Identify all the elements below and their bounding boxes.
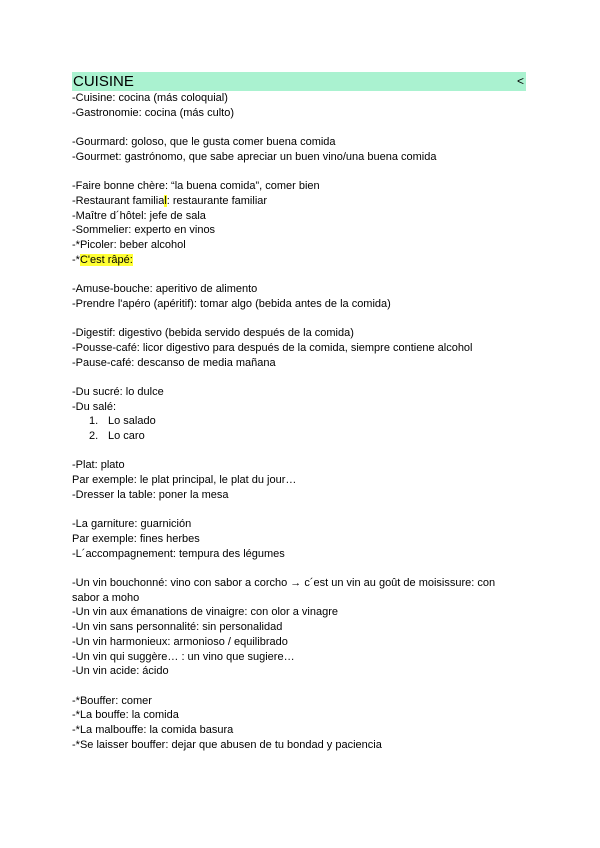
highlighted-text: l — [164, 194, 167, 207]
blank-line — [72, 120, 526, 135]
blank-line — [72, 370, 526, 385]
vocab-line: Par exemple: fines herbes — [72, 532, 200, 545]
item-number: 1. — [89, 415, 99, 428]
vocab-line: -Sommelier: experto en vinos — [72, 224, 216, 237]
vocab-line: -Cuisine: cocina (más coloquial) — [72, 92, 228, 104]
vocab-line: -Un vin aux émanations de vinaigre: con olor a vinagre — [72, 606, 338, 619]
vocab-line: -Amuse-bouche: aperitivo de alimento — [72, 283, 258, 296]
blank-line — [72, 444, 526, 459]
blank-line — [72, 561, 526, 576]
item-number: 2. — [89, 430, 99, 443]
vocab-line: -Un vin bouchonné: vino con sabor a corcho → c´est un vin au goût de moisissure: con — [72, 577, 496, 590]
vocab-line: -*Se laisser bouffer: dejar que abusen de tu bondad y paciencia — [72, 738, 382, 751]
text-run: -* — [72, 253, 80, 266]
text-run: -Restaurant familia — [72, 194, 165, 207]
item-text: Lo caro — [108, 430, 145, 443]
document-page — [72, 72, 526, 753]
vocab-line: -Un vin harmonieux: armonioso / equilibrado — [72, 635, 288, 648]
vocab-line: -*Picoler: beber alcohol — [72, 239, 186, 251]
vocab-line: -*La bouffe: la comida — [72, 709, 179, 722]
vocab-line: -Maître d´hôtel: jefe de sala — [72, 209, 206, 222]
vocab-line: -Un vin qui suggère… : un vino que sugiere… — [72, 650, 295, 663]
blank-line — [72, 503, 526, 518]
vocab-line: -Dresser la table: poner la mesa — [72, 488, 229, 501]
text-run: : restaurante familiar — [166, 194, 268, 207]
vocab-line: -*Bouffer: comer — [72, 694, 152, 707]
blank-line — [72, 312, 526, 327]
blank-line — [72, 165, 526, 180]
vocab-line: -*La malbouffe: la comida basura — [72, 724, 234, 737]
vocab-line — [72, 253, 526, 268]
vocab-line: -Du sucré: lo dulce — [72, 385, 164, 398]
item-text: Lo salado — [108, 415, 156, 428]
vocab-line: -Gastronomie: cocina (más culto) — [72, 106, 234, 119]
vocab-line: -L´accompagnement: tempura des légumes — [72, 547, 285, 560]
section-title-bar — [72, 72, 526, 91]
vocab-line — [72, 194, 526, 209]
vocab-line: -Pause-café: descanso de media mañana — [72, 356, 276, 369]
vocab-line: -Un vin sans personnalité: sin personalidad — [72, 621, 283, 634]
numbered-item — [72, 429, 526, 444]
vocab-line: -Digestif: digestivo (bebida servido después de la comida) — [72, 327, 354, 340]
blank-line — [72, 679, 526, 694]
vocab-line: -Du salé: — [72, 400, 117, 413]
vocab-line: -Gourmet: gastrónomo, que sabe apreciar un buen vino/una buena comida — [72, 150, 437, 163]
vocab-line: sabor a moho — [72, 591, 140, 604]
highlighted-text: C'est râpé: — [79, 253, 133, 266]
section-title: CUISINE — [73, 73, 134, 90]
vocab-line: -Plat: plato — [72, 459, 125, 472]
vocab-line: -Prendre l'apéro (apéritif): tomar algo (bebida antes de la comida) — [72, 297, 391, 310]
title-marker: < — [516, 74, 524, 88]
vocab-line: Par exemple: le plat principal, le plat du jour… — [72, 474, 297, 487]
vocab-line: -Pousse-café: licor digestivo para después de la comida, siempre contiene alcohol — [72, 341, 473, 354]
numbered-item — [72, 414, 526, 429]
blank-line — [72, 267, 526, 282]
vocab-line: -Gourmard: goloso, que le gusta comer buena comida — [72, 136, 336, 149]
vocab-line: -Un vin acide: ácido — [72, 665, 169, 678]
vocab-line: -Faire bonne chère: “la buena comida”, comer bien — [72, 180, 320, 193]
vocab-line: -La garniture: guarnición — [72, 518, 192, 531]
